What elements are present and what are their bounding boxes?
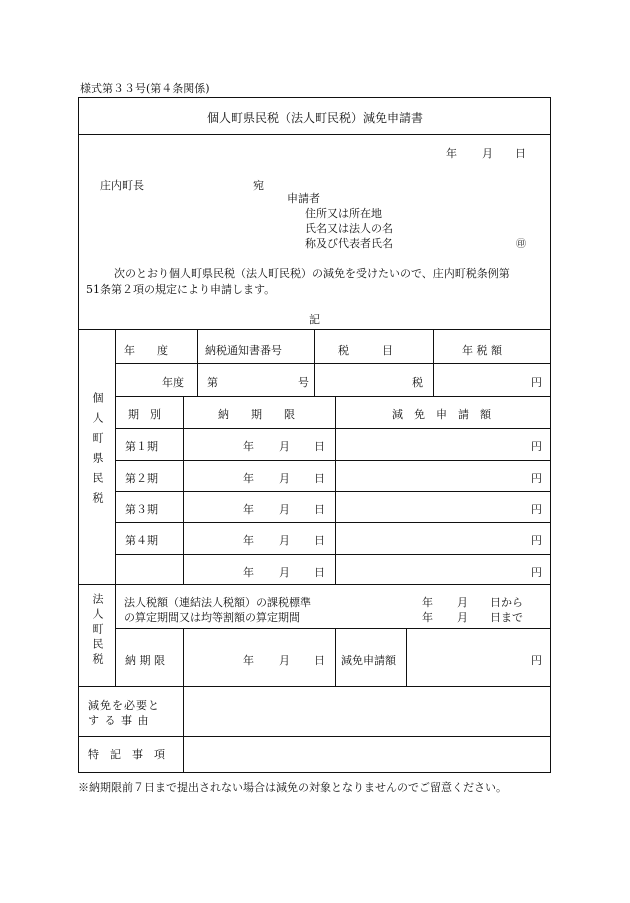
- deadline-day: 日: [314, 566, 325, 579]
- from-day: 日から: [490, 596, 523, 609]
- rule: [78, 134, 551, 135]
- to-year: 年: [422, 611, 433, 624]
- rule: [78, 686, 551, 687]
- individual-section-label: 個人町県民税: [91, 392, 104, 512]
- tax-base-line2: の算定期間又は均等割額の算定期間: [124, 611, 300, 624]
- exemption-header: 減 免 申 請 額: [392, 408, 491, 421]
- deadline-month: 月: [279, 534, 290, 547]
- rule: [335, 628, 336, 686]
- deadline-day: 日: [314, 472, 325, 485]
- reason-label-line1: 減免を必要と: [88, 699, 160, 712]
- deadline-month: 月: [279, 503, 290, 516]
- corporate-deadline-day: 日: [314, 654, 325, 667]
- deadline-year: 年: [243, 534, 254, 547]
- rule: [183, 396, 184, 584]
- deadline-month: 月: [279, 440, 290, 453]
- applicant-rep-label: 称及び代表者氏名: [305, 237, 393, 250]
- from-month: 月: [457, 596, 468, 609]
- from-year: 年: [422, 596, 433, 609]
- rule: [115, 491, 551, 492]
- deadline-day: 日: [314, 503, 325, 516]
- applicant-name-label: 氏名又は法人の名: [305, 222, 393, 235]
- row-year-suffix: 年度: [162, 376, 184, 389]
- corporate-deadline-year: 年: [243, 654, 254, 667]
- rule: [115, 554, 551, 555]
- special-notes-label: 特 記 事 項: [88, 748, 165, 761]
- date-year: 年: [446, 147, 457, 160]
- exemption-yen: 円: [531, 440, 542, 453]
- rule: [115, 522, 551, 523]
- addressee-name: 庄内町長: [100, 179, 144, 192]
- corporate-deadline-month: 月: [279, 654, 290, 667]
- period-label: 第４期: [125, 534, 158, 547]
- rule: [115, 628, 551, 629]
- header-notice-no: 納税通知書番号: [205, 344, 282, 357]
- row-go: 号: [298, 376, 309, 389]
- corporate-deadline-label: 納 期 限: [125, 654, 165, 667]
- deadline-header: 納 期 限: [218, 408, 295, 421]
- rule: [115, 396, 551, 397]
- deadline-day: 日: [314, 440, 325, 453]
- date-day: 日: [515, 147, 526, 160]
- applicant-address-label: 住所又は所在地: [305, 207, 382, 220]
- deadline-day: 日: [314, 534, 325, 547]
- corporate-section-label: 法人町民税: [91, 593, 104, 668]
- rule: [183, 686, 184, 773]
- form-number: 様式第３３号(第４条関係): [80, 82, 210, 95]
- rule: [78, 584, 551, 585]
- corporate-exemption-yen: 円: [531, 654, 542, 667]
- rule: [115, 460, 551, 461]
- rule: [335, 396, 336, 584]
- header-annual-amount: 年 税 額: [462, 344, 502, 357]
- rule: [115, 329, 116, 686]
- seal-mark: ㊞: [516, 239, 526, 250]
- exemption-yen: 円: [531, 566, 542, 579]
- row-yen: 円: [531, 376, 542, 389]
- applicant-heading: 申請者: [287, 192, 320, 205]
- form-title: 個人町県民税（法人町民税）減免申請書: [206, 111, 423, 125]
- period-header: 期 別: [128, 408, 161, 421]
- tax-base-line1: 法人税額（連結法人税額）の課税標準: [124, 596, 311, 609]
- to-day: 日まで: [490, 611, 523, 624]
- exemption-yen: 円: [531, 472, 542, 485]
- deadline-year: 年: [243, 472, 254, 485]
- exemption-yen: 円: [531, 534, 542, 547]
- row-zei: 税: [412, 376, 423, 389]
- body-text-line1: 次のとおり個人町県民税（法人町民税）の減免を受けたいので、庄内町税条例第: [114, 267, 510, 280]
- rule: [314, 329, 315, 396]
- deadline-year: 年: [243, 503, 254, 516]
- header-tax-item: 税 目: [338, 344, 393, 357]
- row-dai: 第: [207, 376, 218, 389]
- footnote: ※納期限前７日まで提出されない場合は減免の対象となりませんのでご留意ください。: [78, 781, 507, 794]
- ki-mark: 記: [309, 313, 320, 326]
- deadline-year: 年: [243, 566, 254, 579]
- rule: [406, 628, 407, 686]
- rule: [433, 329, 434, 396]
- deadline-year: 年: [243, 440, 254, 453]
- deadline-month: 月: [279, 472, 290, 485]
- period-label: 第２期: [125, 472, 158, 485]
- rule: [78, 736, 551, 737]
- rule: [115, 363, 551, 364]
- rule: [183, 628, 184, 686]
- rule: [115, 428, 551, 429]
- period-label: 第３期: [125, 503, 158, 516]
- date-month: 月: [482, 147, 493, 160]
- rule: [197, 329, 198, 396]
- deadline-month: 月: [279, 566, 290, 579]
- header-year: 年 度: [124, 344, 168, 357]
- to-month: 月: [457, 611, 468, 624]
- period-label: 第１期: [125, 440, 158, 453]
- exemption-yen: 円: [531, 503, 542, 516]
- addressee-suffix: 宛: [253, 179, 264, 192]
- corporate-exemption-label: 減免申請額: [341, 654, 396, 667]
- body-text-line2: 51条第２項の規定により申請します。: [86, 283, 276, 296]
- reason-label-line2: す る 事 由: [88, 714, 150, 727]
